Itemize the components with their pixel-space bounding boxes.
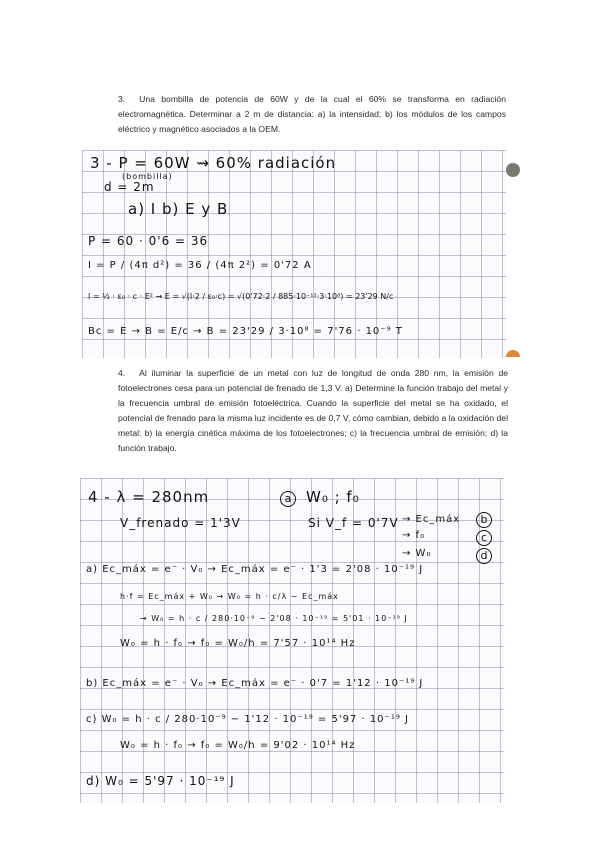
- sol3-line-2: d = 2m: [104, 180, 155, 194]
- margin-dot-gray: [506, 163, 520, 177]
- problem-3-statement: [118, 92, 506, 137]
- solution-3-photo: [82, 150, 506, 358]
- circle-c-icon: c: [476, 530, 492, 546]
- sol4-c-marker: [476, 530, 492, 546]
- sol3-line-5: I = P / (4π d²) = 36 / (4π 2²) = 0'72 A: [88, 260, 312, 271]
- problem-4-number: 4.: [118, 368, 126, 378]
- sol4-line-9: W₀ = h · f₀ → f₀ = W₀/h = 9'02 · 10¹⁴ Hz: [120, 740, 356, 751]
- sol4-line-8: c) W₀ = h · c / 280·10⁻⁹ − 1'12 · 10⁻¹⁹ = 5'97 · 10⁻¹⁹ J: [86, 714, 409, 725]
- margin-dot-orange: [506, 350, 520, 357]
- problem-3-text: Una bombilla de potencia de 60W y de la cual el 60% se transforma en radiación electromagnética. Determinar a 2 m de distancia: a) la intensidad; b) los módulos de los campos eléctrico y magnético asociados a la OEM.: [118, 94, 506, 134]
- sol3-line-1-sub: (bombilla): [122, 172, 173, 181]
- sol4-d-marker: [476, 548, 492, 564]
- problem-3-number: 3.: [118, 94, 126, 104]
- sol3-line-4: P = 60 · 0'6 = 36: [88, 234, 209, 248]
- sol4-line-2: V_frenado = 1'3V: [120, 516, 241, 530]
- solution-4-photo: [80, 478, 504, 803]
- circle-a-icon: a: [280, 491, 296, 507]
- sol4-d-label: → W₀: [402, 548, 432, 559]
- sol4-line-6: W₀ = h · f₀ → f₀ = W₀/h = 7'57 · 10¹⁴ Hz: [120, 638, 356, 649]
- sol4-c-label: → f₀: [402, 530, 426, 541]
- sol4-b-marker: [476, 512, 492, 528]
- sol3-line-1: 3 - P = 60W ⇝ 60% radiación: [90, 154, 337, 172]
- circle-d-icon: d: [476, 548, 492, 564]
- sol4-b-label: → Ec_máx: [402, 514, 461, 525]
- sol3-line-7: Bc = E → B = E/c → B = 23'29 / 3·10⁸ = 7'76 · 10⁻⁹ T: [88, 326, 403, 337]
- sol4-line-10: d) W₀ = 5'97 · 10⁻¹⁹ J: [86, 774, 235, 788]
- sol4-line-3: a) Ec_máx = e⁻ · V₀ → Ec_máx = e⁻ · 1'3 = 2'08 · 10⁻¹⁹ J: [86, 564, 424, 575]
- sol3-line-6: I = ½ · ε₀ · c · E² → E = √(I·2 / ε₀·c) = √(0'72·2 / 885·10⁻¹²·3·10⁸) = 23'29 N/c: [88, 292, 394, 301]
- problem-4-text: Al iluminar la superficie de un metal con luz de longitud de onda 280 nm, la emisión de fotoelectrones cesa para un potencial de frenado de 1,3 V. a) Determine la función trabajo del metal y la frecuencia umbral de emisión fotoeléctrica. Cuando la superficie del metal se ha oxidado, el potencial de frenado para la misma luz incidente es de 0,7 V, cómo cambian, debido a la oxidación del metal: b) la energía cinética máxima de los fotoelectrones; c) la frecuencia umbral de emisión; d) la función trabajo.: [118, 368, 508, 453]
- sol4-part-a-marker: [280, 488, 296, 507]
- sol3-line-3: a) I b) E y B: [128, 200, 229, 218]
- sol4-line-1: 4 - λ = 280nm: [88, 488, 210, 506]
- sol4-line-2-right: Si V_f = 0'7V: [308, 516, 399, 530]
- sol4-line-1-right: W₀ ; f₀: [306, 488, 360, 506]
- sol4-line-5: → W₀ = h · c / 280·10⁻⁹ − 2'08 · 10⁻¹⁹ = 5'01 · 10⁻¹⁹ J: [140, 614, 408, 623]
- circle-b-icon: b: [476, 512, 492, 528]
- sol4-line-7: b) Ec_máx = e⁻ · V₀ → Ec_máx = e⁻ · 0'7 = 1'12 · 10⁻¹⁹ J: [86, 678, 424, 689]
- problem-4-statement: [118, 366, 508, 456]
- sol4-line-4: h·f = Ec_máx + W₀ → W₀ = h · c/λ − Ec_máx: [120, 592, 339, 601]
